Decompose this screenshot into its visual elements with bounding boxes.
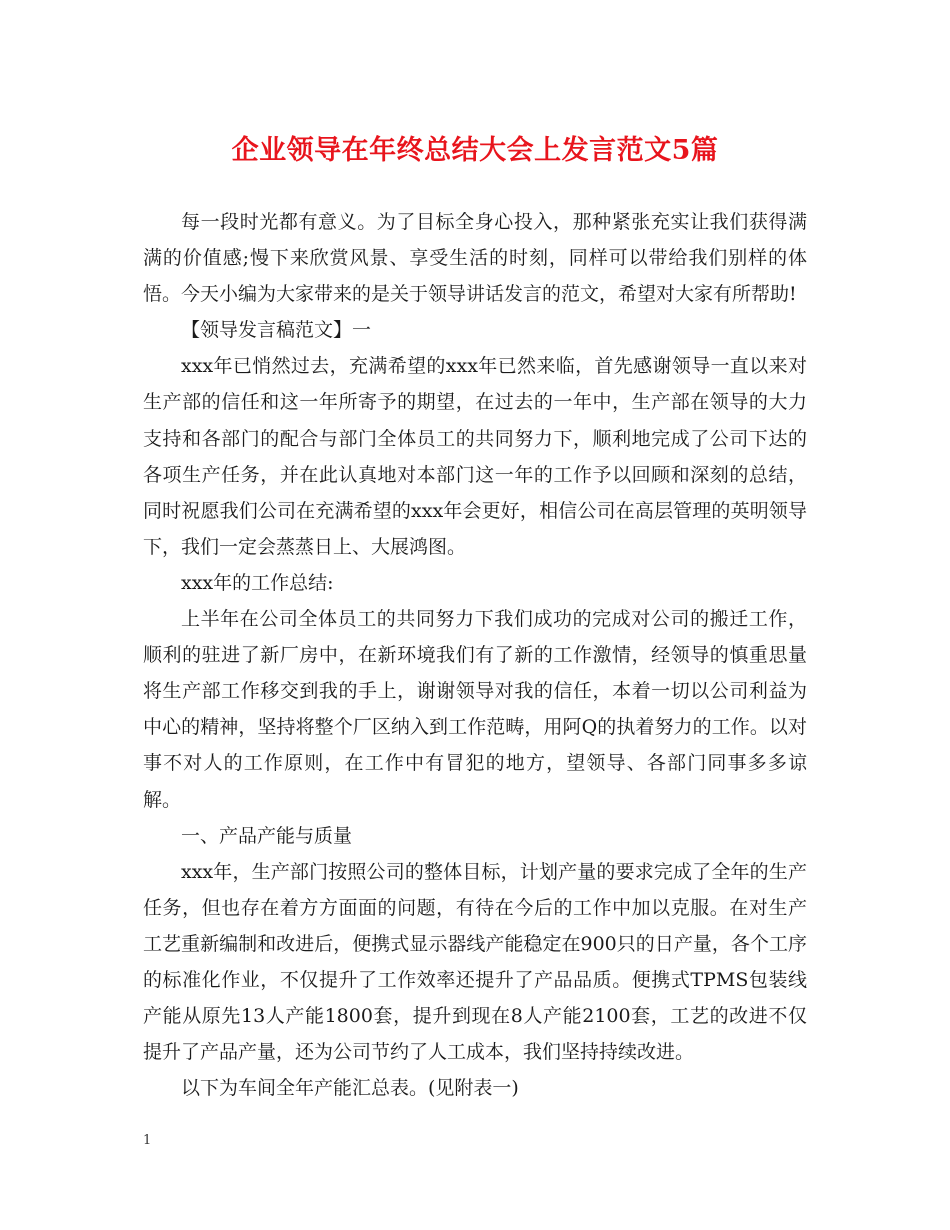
- paragraph-intro: 每一段时光都有意义。为了目标全身心投入，那种紧张充实让我们获得满满的价值感;慢下来欣赏风景、享受生活的时刻，同样可以带给我们别样的体悟。今天小编为大家带来的是关于领导讲话发言的范文，希望对大家有所帮助!: [143, 211, 807, 306]
- paragraph-first-half: 上半年在公司全体员工的共同努力下我们成功的完成对公司的搬迁工作，顺利的驻进了新厂房中，在新环境我们有了新的工作激情，经领导的慎重思量将生产部工作移交到我的手上，谢谢领导对我的信任，本着一切以公司利益为中心的精神，坚持将整个厂区纳入到工作范畴，用阿Q的执着努力的工作。以对事不对人的工作原则，在工作中有冒犯的地方，望领导、各部门同事多多谅解。: [143, 608, 807, 811]
- paragraph-table-note: 以下为车间全年产能汇总表。(见附表一): [181, 1077, 519, 1100]
- document-body: [143, 204, 807, 1106]
- paragraph-summary-heading: xxx年的工作总结:: [181, 571, 334, 594]
- document-title: 企业领导在年终总结大会上发言范文5篇: [231, 135, 719, 166]
- page-number: 1: [143, 1133, 152, 1148]
- paragraph-capacity-heading: 一、产品产能与质量: [181, 824, 353, 847]
- paragraph-opening: xxx年已悄然过去，充满希望的xxx年已然来临，首先感谢领导一直以来对生产部的信任和这一年所寄予的期望，在过去的一年中，生产部在领导的大力支持和各部门的配合与部门全体员工的共同努力下，顺利地完成了公司下达的各项生产任务，并在此认真地对本部门这一年的工作予以回顾和深刻的总结，同时祝愿我们公司在充满希望的xxx年会更好，相信公司在高层管理的英明领导下，我们一定会蒸蒸日上、大展鸿图。: [143, 355, 807, 558]
- paragraph-section-heading: 【领导发言稿范文】一: [181, 319, 372, 342]
- paragraph-capacity: xxx年，生产部门按照公司的整体目标，计划产量的要求完成了全年的生产任务，但也存在着方方面面的问题，有待在今后的工作中加以克服。在对生产工艺重新编制和改进后，便携式显示器线产能稳定在900只的日产量，各个工序的标准化作业，不仅提升了工作效率还提升了产品品质。便携式TPMS包装线产能从原先13人产能1800套，提升到现在8人产能2100套，工艺的改进不仅提升了产品产量，还为公司节约了人工成本，我们坚持持续改进。: [143, 860, 807, 1064]
